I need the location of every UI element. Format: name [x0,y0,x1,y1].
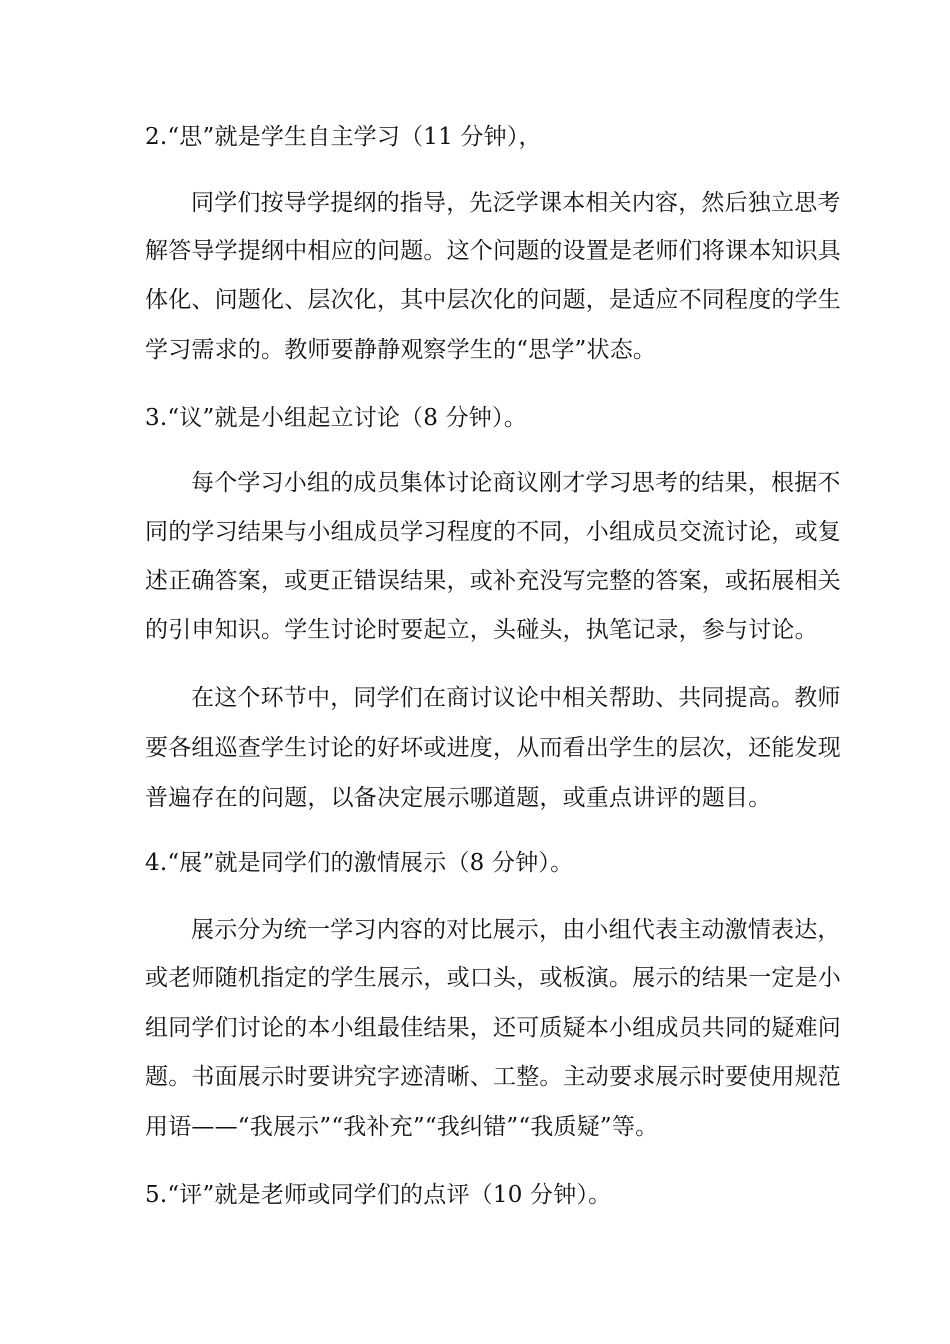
heading-zhan: 4.“展”就是同学们的激情展示（8 分钟）。 [145,850,574,876]
paragraph-line: 每个学习小组的成员集体讨论商议刚才学习思考的结果，根据不 [191,470,841,496]
paragraph-line: 题。书面展示时要讲究字迹清晰、工整。主动要求展示时要使用规范 [145,1064,841,1090]
heading-ping: 5.“评”就是老师或同学们的点评（10 分钟）。 [145,1182,612,1208]
paragraph-line: 要各组巡查学生讨论的好坏或进度，从而看出学生的层次，还能发现 [145,735,841,761]
paragraph-line: 用语——“我展示”“我补充”“我纠错”“我质疑”等。 [145,1114,659,1140]
paragraph-line: 述正确答案，或更正错误结果，或补充没写完整的答案，或拓展相关 [145,568,841,594]
paragraph-line: 在这个环节中，同学们在商讨议论中相关帮助、共同提高。教师 [191,685,841,711]
paragraph-line: 普遍存在的问题，以备决定展示哪道题，或重点讲评的题目。 [145,785,772,811]
paragraph-line: 学习需求的。教师要静静观察学生的“思学”状态。 [145,337,657,363]
paragraph-line: 的引申知识。学生讨论时要起立，头碰头，执笔记录，参与讨论。 [145,617,818,643]
paragraph-line: 同学们按导学提纲的指导，先泛学课本相关内容，然后独立思考 [191,190,841,216]
paragraph-line: 组同学们讨论的本小组最佳结果，还可质疑本小组成员共同的疑难问 [145,1015,841,1041]
paragraph-line: 解答导学提纲中相应的问题。这个问题的设置是老师们将课本知识具 [145,238,841,264]
paragraph-line: 或老师随机指定的学生展示，或口头，或板演。展示的结果一定是小 [145,965,841,991]
paragraph-line: 展示分为统一学习内容的对比展示，由小组代表主动激情表达， [191,917,841,943]
heading-si: 2.“思”就是学生自主学习（11 分钟）， [145,124,542,150]
paragraph-line: 体化、问题化、层次化，其中层次化的问题，是适应不同程度的学生 [145,287,841,313]
paragraph-line: 同的学习结果与小组成员学习程度的不同，小组成员交流讨论，或复 [145,519,841,545]
heading-yi: 3.“议”就是小组起立讨论（8 分钟）。 [145,405,527,431]
